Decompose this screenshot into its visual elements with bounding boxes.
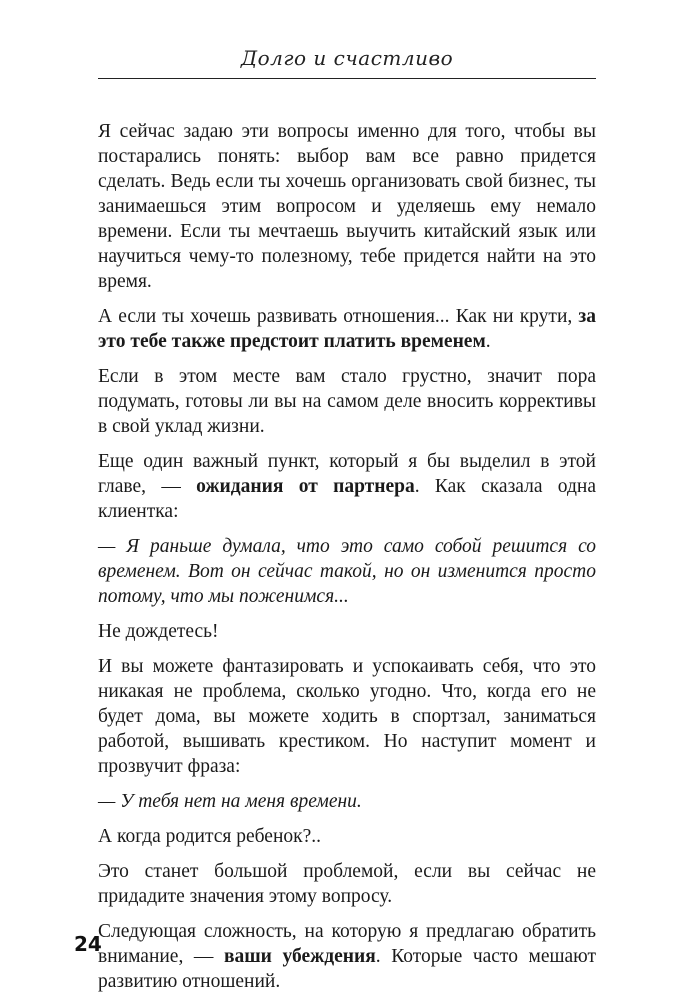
quote-paragraph: — У тебя нет на меня времени. bbox=[98, 791, 362, 812]
paragraph bbox=[98, 119, 596, 294]
paragraph bbox=[98, 449, 596, 524]
header-rule bbox=[98, 78, 596, 79]
paragraph-text: Не дождетесь! bbox=[98, 621, 219, 642]
paragraph bbox=[98, 919, 596, 994]
paragraph bbox=[98, 619, 596, 644]
body-text bbox=[98, 119, 596, 1004]
paragraph-text: . Как сказала одна клиентка: bbox=[98, 476, 596, 522]
paragraph-text: Если в этом месте вам стало грустно, значит пора подумать, готовы ли вы на самом деле вносить коррективы в свой уклад жизни. bbox=[98, 366, 596, 437]
paragraph-text: Это станет большой проблемой, если вы сейчас не придадите значения этому вопросу. bbox=[98, 861, 596, 907]
paragraph-text: Я сейчас задаю эти вопросы именно для того, чтобы вы постарались понять: выбор вам все равно придется сделать. Ведь если ты хочешь организовать свой бизнес, ты занимаешься этим вопросом и уделяешь ему немало времени. Если ты мечтаешь выучить китайский язык или научиться чему-то полезному, тебе придется найти на это время. bbox=[98, 121, 596, 292]
paragraph-text: А если ты хочешь развивать отношения... Как ни крути, bbox=[98, 306, 579, 327]
quote-paragraph: — Я раньше думала, что это само собой решится со временем. Вот он сейчас такой, но он изменится просто потому, что мы поженимся... bbox=[98, 536, 596, 607]
running-head: Долго и счастливо bbox=[240, 46, 454, 70]
paragraph-text: И вы можете фантазировать и успокаивать себя, что это никакая не проблема, сколько угодно. Что, когда его не будет дома, вы можете ходить в спортзал, заниматься работой, вышивать крестиком. Но наступит момент и прозвучит фраза: bbox=[98, 656, 596, 777]
paragraph bbox=[98, 654, 596, 779]
paragraph-text: . bbox=[485, 331, 491, 352]
paragraph bbox=[98, 859, 596, 909]
paragraph bbox=[98, 364, 596, 439]
paragraph bbox=[98, 824, 596, 849]
paragraph-text: Еще один важный пункт, который я бы выделил в этой главе, — bbox=[98, 451, 596, 497]
paragraph-text: А когда родится ребенок?.. bbox=[98, 826, 322, 847]
page-number: 24 bbox=[74, 932, 102, 956]
paragraph bbox=[98, 304, 596, 354]
emphasis-text: за это тебе также предстоит платить временем bbox=[98, 306, 596, 352]
emphasis-text: ожидания от партнера bbox=[196, 476, 415, 497]
emphasis-text: ваши убеждения bbox=[223, 946, 376, 967]
paragraph-text: . Которые часто мешают развитию отношений. bbox=[98, 946, 596, 992]
paragraph-text: Следующая сложность, на которую я предлагаю обратить внимание, — bbox=[98, 921, 596, 967]
